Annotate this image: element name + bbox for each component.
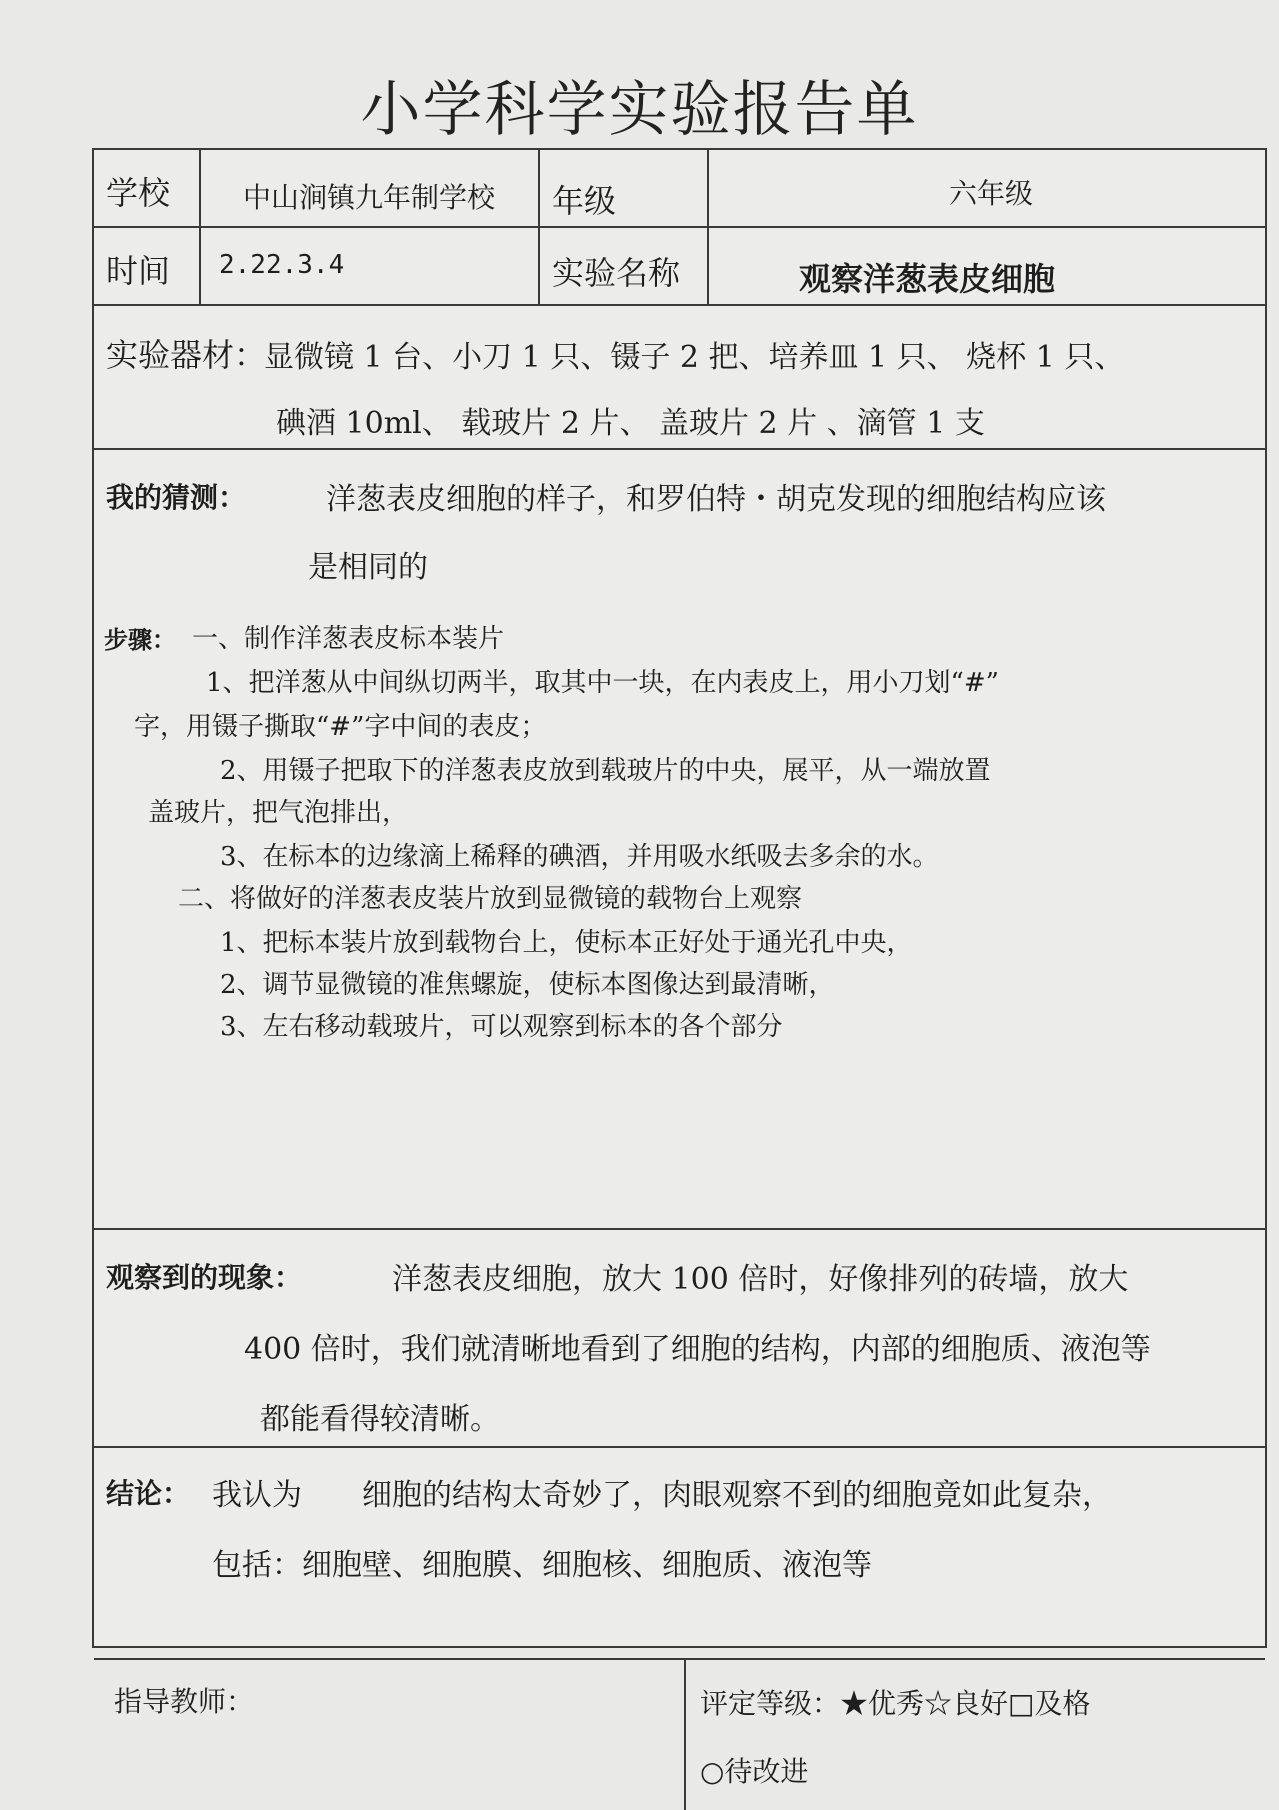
step-line: 1、把洋葱从中间纵切两半，取其中一块，在内表皮上，用小刀划“#” <box>206 668 999 698</box>
observation-line-1: 洋葱表皮细胞，放大 100 倍时，好像排列的砖墙，放大 <box>392 1262 1129 1297</box>
rating-options: ★优秀☆良好□及格 <box>840 1687 1091 1720</box>
time-value: 2.22.3.4 <box>219 250 345 280</box>
guess-label: 我的猜测： <box>106 481 247 514</box>
rating-option-improve: ○待改进 <box>700 1755 809 1788</box>
materials-line-2: 碘酒 10ml、 载玻片 2 片、 盖玻片 2 片 、滴管 1 支 <box>276 406 985 441</box>
step-line: 2、调节显微镜的准焦螺旋，使标本图像达到最清晰， <box>220 970 835 1000</box>
school-value: 中山涧镇九年制学校 <box>243 181 496 214</box>
guess-line-1: 洋葱表皮细胞的样子，和罗伯特・胡克发现的细胞结构应该 <box>326 482 1106 517</box>
observation-line-2: 400 倍时，我们就清晰地看到了细胞的结构，内部的细胞质、液泡等 <box>244 1332 1151 1367</box>
school-value-cell <box>201 150 540 226</box>
report-form <box>92 148 1267 1788</box>
page-title: 小学科学实验报告单 <box>360 75 919 145</box>
step-line: 字，用镊子撕取“#”字中间的表皮； <box>134 712 547 742</box>
steps-label: 步骤： <box>104 626 176 654</box>
step-line: 3、左右移动载玻片，可以观察到标本的各个部分 <box>220 1012 783 1042</box>
observation-line-3: 都能看得较清晰。 <box>260 1402 500 1437</box>
row-school-grade <box>94 150 1265 228</box>
experiment-name-label: 实验名称 <box>552 254 681 292</box>
step-line: 一、制作洋葱表皮标本装片 <box>192 624 505 654</box>
rating-row <box>700 1682 1090 1722</box>
guess-line-2: 是相同的 <box>308 550 428 585</box>
observation-section <box>94 1230 1265 1448</box>
conclusion-line-1: 我认为 细胞的结构太奇妙了，肉眼观察不到的细胞竟如此复杂， <box>212 1478 1112 1513</box>
grade-label-cell <box>540 150 709 226</box>
materials-label: 实验器材： <box>106 336 267 374</box>
step-line: 3、在标本的边缘滴上稀释的碘酒，并用吸水纸吸去多余的水。 <box>220 842 939 872</box>
time-label-cell <box>94 228 201 304</box>
materials-line-1: 显微镜 1 台、小刀 1 只、镊子 2 把、培养皿 1 只、 烧杯 1 只、 <box>264 340 1125 375</box>
conclusion-label: 结论： <box>106 1477 191 1510</box>
rating-cell <box>686 1660 1265 1810</box>
name-label-cell <box>540 228 709 304</box>
time-value-cell <box>201 228 540 304</box>
grade-value: 六年级 <box>949 177 1034 210</box>
school-label: 学校 <box>106 174 171 212</box>
conclusion-section <box>94 1448 1265 1660</box>
guess-steps-section <box>94 450 1265 1230</box>
step-line: 1、把标本装片放到载物台上，使标本正好处于通光孔中央， <box>220 928 913 958</box>
materials-section <box>94 306 1265 450</box>
grade-value-cell <box>709 150 1265 226</box>
rating-label: 评定等级： <box>700 1687 841 1720</box>
step-line: 2、用镊子把取下的洋葱表皮放到载玻片的中央，展平，从一端放置 <box>220 756 991 786</box>
teacher-label: 指导教师： <box>114 1685 255 1718</box>
observation-label: 观察到的现象： <box>106 1261 303 1294</box>
name-value-cell <box>709 228 1265 304</box>
time-label: 时间 <box>106 252 171 290</box>
footer-section <box>94 1660 1265 1810</box>
conclusion-line-2: 包括：细胞壁、细胞膜、细胞核、细胞质、液泡等 <box>212 1548 872 1583</box>
teacher-cell <box>94 1660 686 1810</box>
school-label-cell <box>94 150 201 226</box>
row-time-name <box>94 228 1265 306</box>
grade-label: 年级 <box>552 182 617 220</box>
step-line: 盖玻片，把气泡排出， <box>148 798 409 828</box>
step-line: 二、将做好的洋葱表皮装片放到显微镜的载物台上观察 <box>178 884 803 914</box>
experiment-name-value: 观察洋葱表皮细胞 <box>799 260 1056 298</box>
